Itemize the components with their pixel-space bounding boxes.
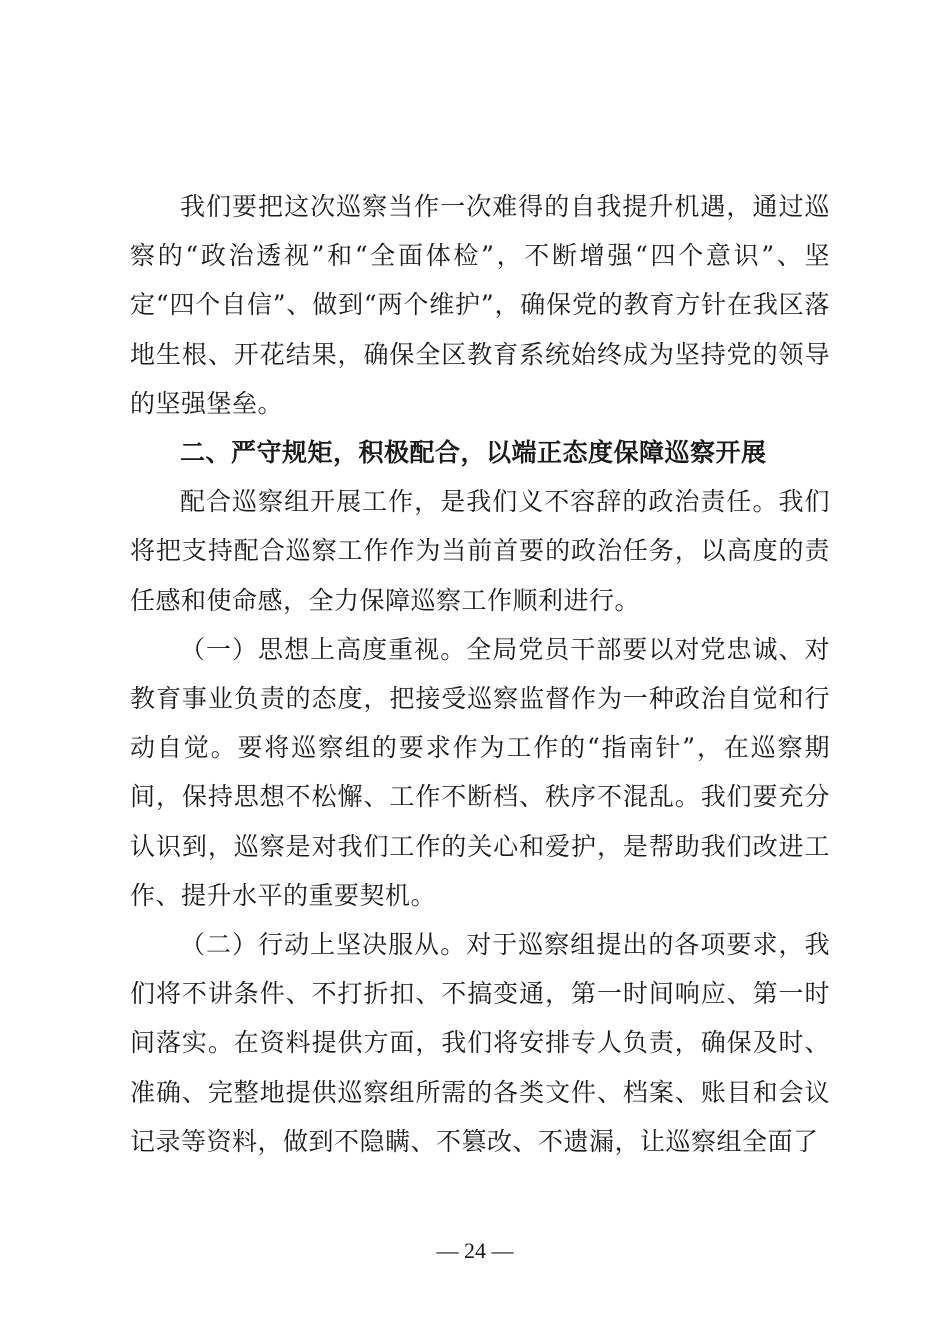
section-heading: 二、严守规矩，积极配合，以端正态度保障巡察开展 bbox=[180, 438, 767, 468]
page-number: — 24 — bbox=[436, 1238, 514, 1263]
document-page bbox=[130, 182, 830, 1166]
body-paragraph: 配合巡察组开展工作，是我们义不容辞的政治责任。我们将把支持配合巡察工作作为当前首要的政治任务，以高度的责任感和使命感，全力保障巡察工作顺利进行。 bbox=[130, 487, 830, 615]
body-paragraph: （一）思想上高度重视。全局党员干部要以对党忠诚、对教育事业负责的态度，把接受巡察监督作为一种政治自觉和行动自觉。要将巡察组的要求作为工作的“指南针”，在巡察期间，保持思想不松懈、工作不断档、秩序不混乱。我们要充分认识到，巡察是对我们工作的关心和爱护，是帮助我们改进工作、提升水平的重要契机。 bbox=[130, 634, 830, 910]
body-paragraph: 我们要把这次巡察当作一次难得的自我提升机遇，通过巡察的“政治透视”和“全面体检”，不断增强“四个意识”、坚定“四个自信”、做到“两个维护”，确保党的教育方针在我区落地生根、开花结果，确保全区教育系统始终成为坚持党的领导的坚强堡垒。 bbox=[130, 192, 830, 418]
body-paragraph: （二）行动上坚决服从。对于巡察组提出的各项要求，我们将不讲条件、不打折扣、不搞变通，第一时间响应、第一时间落实。在资料提供方面，我们将安排专人负责，确保及时、准确、完整地提供巡察组所需的各类文件、档案、账目和会议记录等资料，做到不隐瞒、不篡改、不遗漏，让巡察组全面了 bbox=[130, 930, 830, 1156]
